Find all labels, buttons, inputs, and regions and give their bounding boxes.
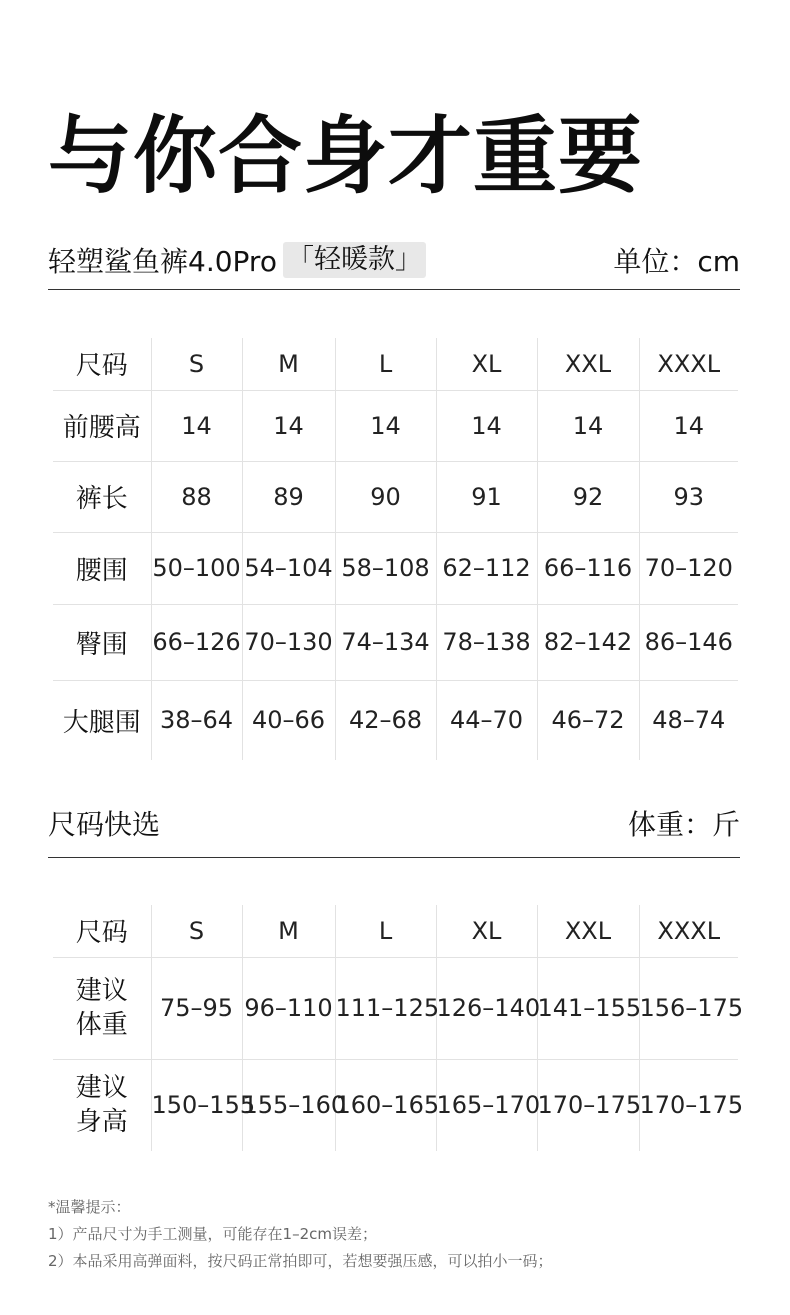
tips-notes (48, 1194, 553, 1275)
size-header: XL (436, 905, 537, 957)
header-label: 尺码 (53, 905, 151, 957)
weight-unit-label: 体重：斤 (627, 808, 740, 841)
unit-label: 单位：cm (613, 245, 740, 278)
table-cell: 58–108 (335, 532, 436, 604)
row-label: 腰围 (53, 532, 151, 604)
quick-select-heading: 尺码快选 (48, 808, 161, 841)
table-cell: 82–142 (537, 604, 639, 680)
table-cell: 170–175 (537, 1059, 639, 1151)
table-cell: 46–72 (537, 680, 639, 760)
table-cell: 14 (335, 390, 436, 461)
size-header: L (335, 905, 436, 957)
size-header: XXXL (639, 338, 738, 390)
size-chart-header (48, 240, 740, 280)
table-cell: 165–170 (436, 1059, 537, 1151)
table-row (53, 957, 738, 1059)
size-header: S (151, 338, 242, 390)
size-header: XXL (537, 338, 639, 390)
table-cell: 38–64 (151, 680, 242, 760)
tip-item: 2）本品采用高弹面料，按尺码正常拍即可，若想要强压感，可以拍小一码； (48, 1252, 553, 1270)
tips-heading: *温馨提示： (48, 1198, 131, 1216)
table-cell: 160–165 (335, 1059, 436, 1151)
row-label: 前腰高 (53, 390, 151, 461)
section-divider (48, 857, 740, 858)
product-title (48, 240, 426, 280)
row-label-line: 身高 (75, 1107, 128, 1138)
table-cell: 150–155 (151, 1059, 242, 1151)
table-cell: 126–140 (436, 957, 537, 1059)
table-cell: 78–138 (436, 604, 537, 680)
table-cell: 88 (151, 461, 242, 532)
size-header: S (151, 905, 242, 957)
table-row (53, 532, 738, 604)
table-cell: 14 (537, 390, 639, 461)
table-cell: 92 (537, 461, 639, 532)
quick-select-table (53, 905, 744, 1151)
table-cell: 40–66 (242, 680, 335, 760)
table-row (53, 1059, 738, 1151)
row-label: 臀围 (53, 604, 151, 680)
table-row (53, 680, 738, 760)
row-label: 裤长 (53, 461, 151, 532)
table-cell: 155–160 (242, 1059, 335, 1151)
table-cell: 42–68 (335, 680, 436, 760)
page-title: 与你合身才重要 (48, 107, 644, 205)
tip-item: 1）产品尺寸为手工测量，可能存在1–2cm误差； (48, 1225, 377, 1243)
table-cell: 86–146 (639, 604, 738, 680)
table-row (53, 390, 738, 461)
row-label: 大腿围 (62, 707, 141, 738)
table-cell: 14 (436, 390, 537, 461)
table-cell: 48–74 (639, 680, 738, 760)
variant-tag: 「轻暖款」 (283, 242, 426, 278)
table-cell: 141–155 (537, 957, 639, 1059)
table-cell: 14 (639, 390, 738, 461)
table-cell: 54–104 (242, 532, 335, 604)
section-divider (48, 289, 740, 290)
size-header: M (242, 338, 335, 390)
size-header: L (335, 338, 436, 390)
table-cell: 62–112 (436, 532, 537, 604)
table-cell: 14 (242, 390, 335, 461)
table-cell: 70–130 (242, 604, 335, 680)
table-cell: 91 (436, 461, 537, 532)
row-label-line: 建议 (75, 1073, 128, 1104)
table-cell: 156–175 (639, 957, 738, 1059)
table-row (53, 461, 738, 532)
table-cell: 90 (335, 461, 436, 532)
size-chart-table (53, 338, 738, 760)
table-cell: 93 (639, 461, 738, 532)
table-row (53, 604, 738, 680)
size-header: XXL (537, 905, 639, 957)
row-label-line: 体重 (75, 1010, 128, 1040)
product-name: 轻塑鲨鱼裤4.0Pro (48, 245, 277, 278)
table-header-row (53, 905, 738, 957)
size-header: XXXL (639, 905, 738, 957)
row-label (53, 957, 151, 1059)
table-cell: 89 (242, 461, 335, 532)
table-cell: 75–95 (151, 957, 242, 1059)
table-cell: 44–70 (436, 680, 537, 760)
row-label (53, 1059, 151, 1151)
size-header: XL (436, 338, 537, 390)
table-cell: 14 (151, 390, 242, 461)
table-header-row (53, 338, 738, 390)
quick-select-header (48, 803, 740, 843)
header-label: 尺码 (53, 338, 151, 390)
size-header: M (242, 905, 335, 957)
table-cell: 74–134 (335, 604, 436, 680)
table-cell: 66–116 (537, 532, 639, 604)
row-label-line: 建议 (75, 976, 128, 1006)
table-cell: 96–110 (242, 957, 335, 1059)
table-cell: 50–100 (151, 532, 242, 604)
table-cell: 170–175 (639, 1059, 738, 1151)
table-cell: 66–126 (151, 604, 242, 680)
table-cell: 70–120 (639, 532, 738, 604)
table-cell: 111–125 (335, 957, 436, 1059)
